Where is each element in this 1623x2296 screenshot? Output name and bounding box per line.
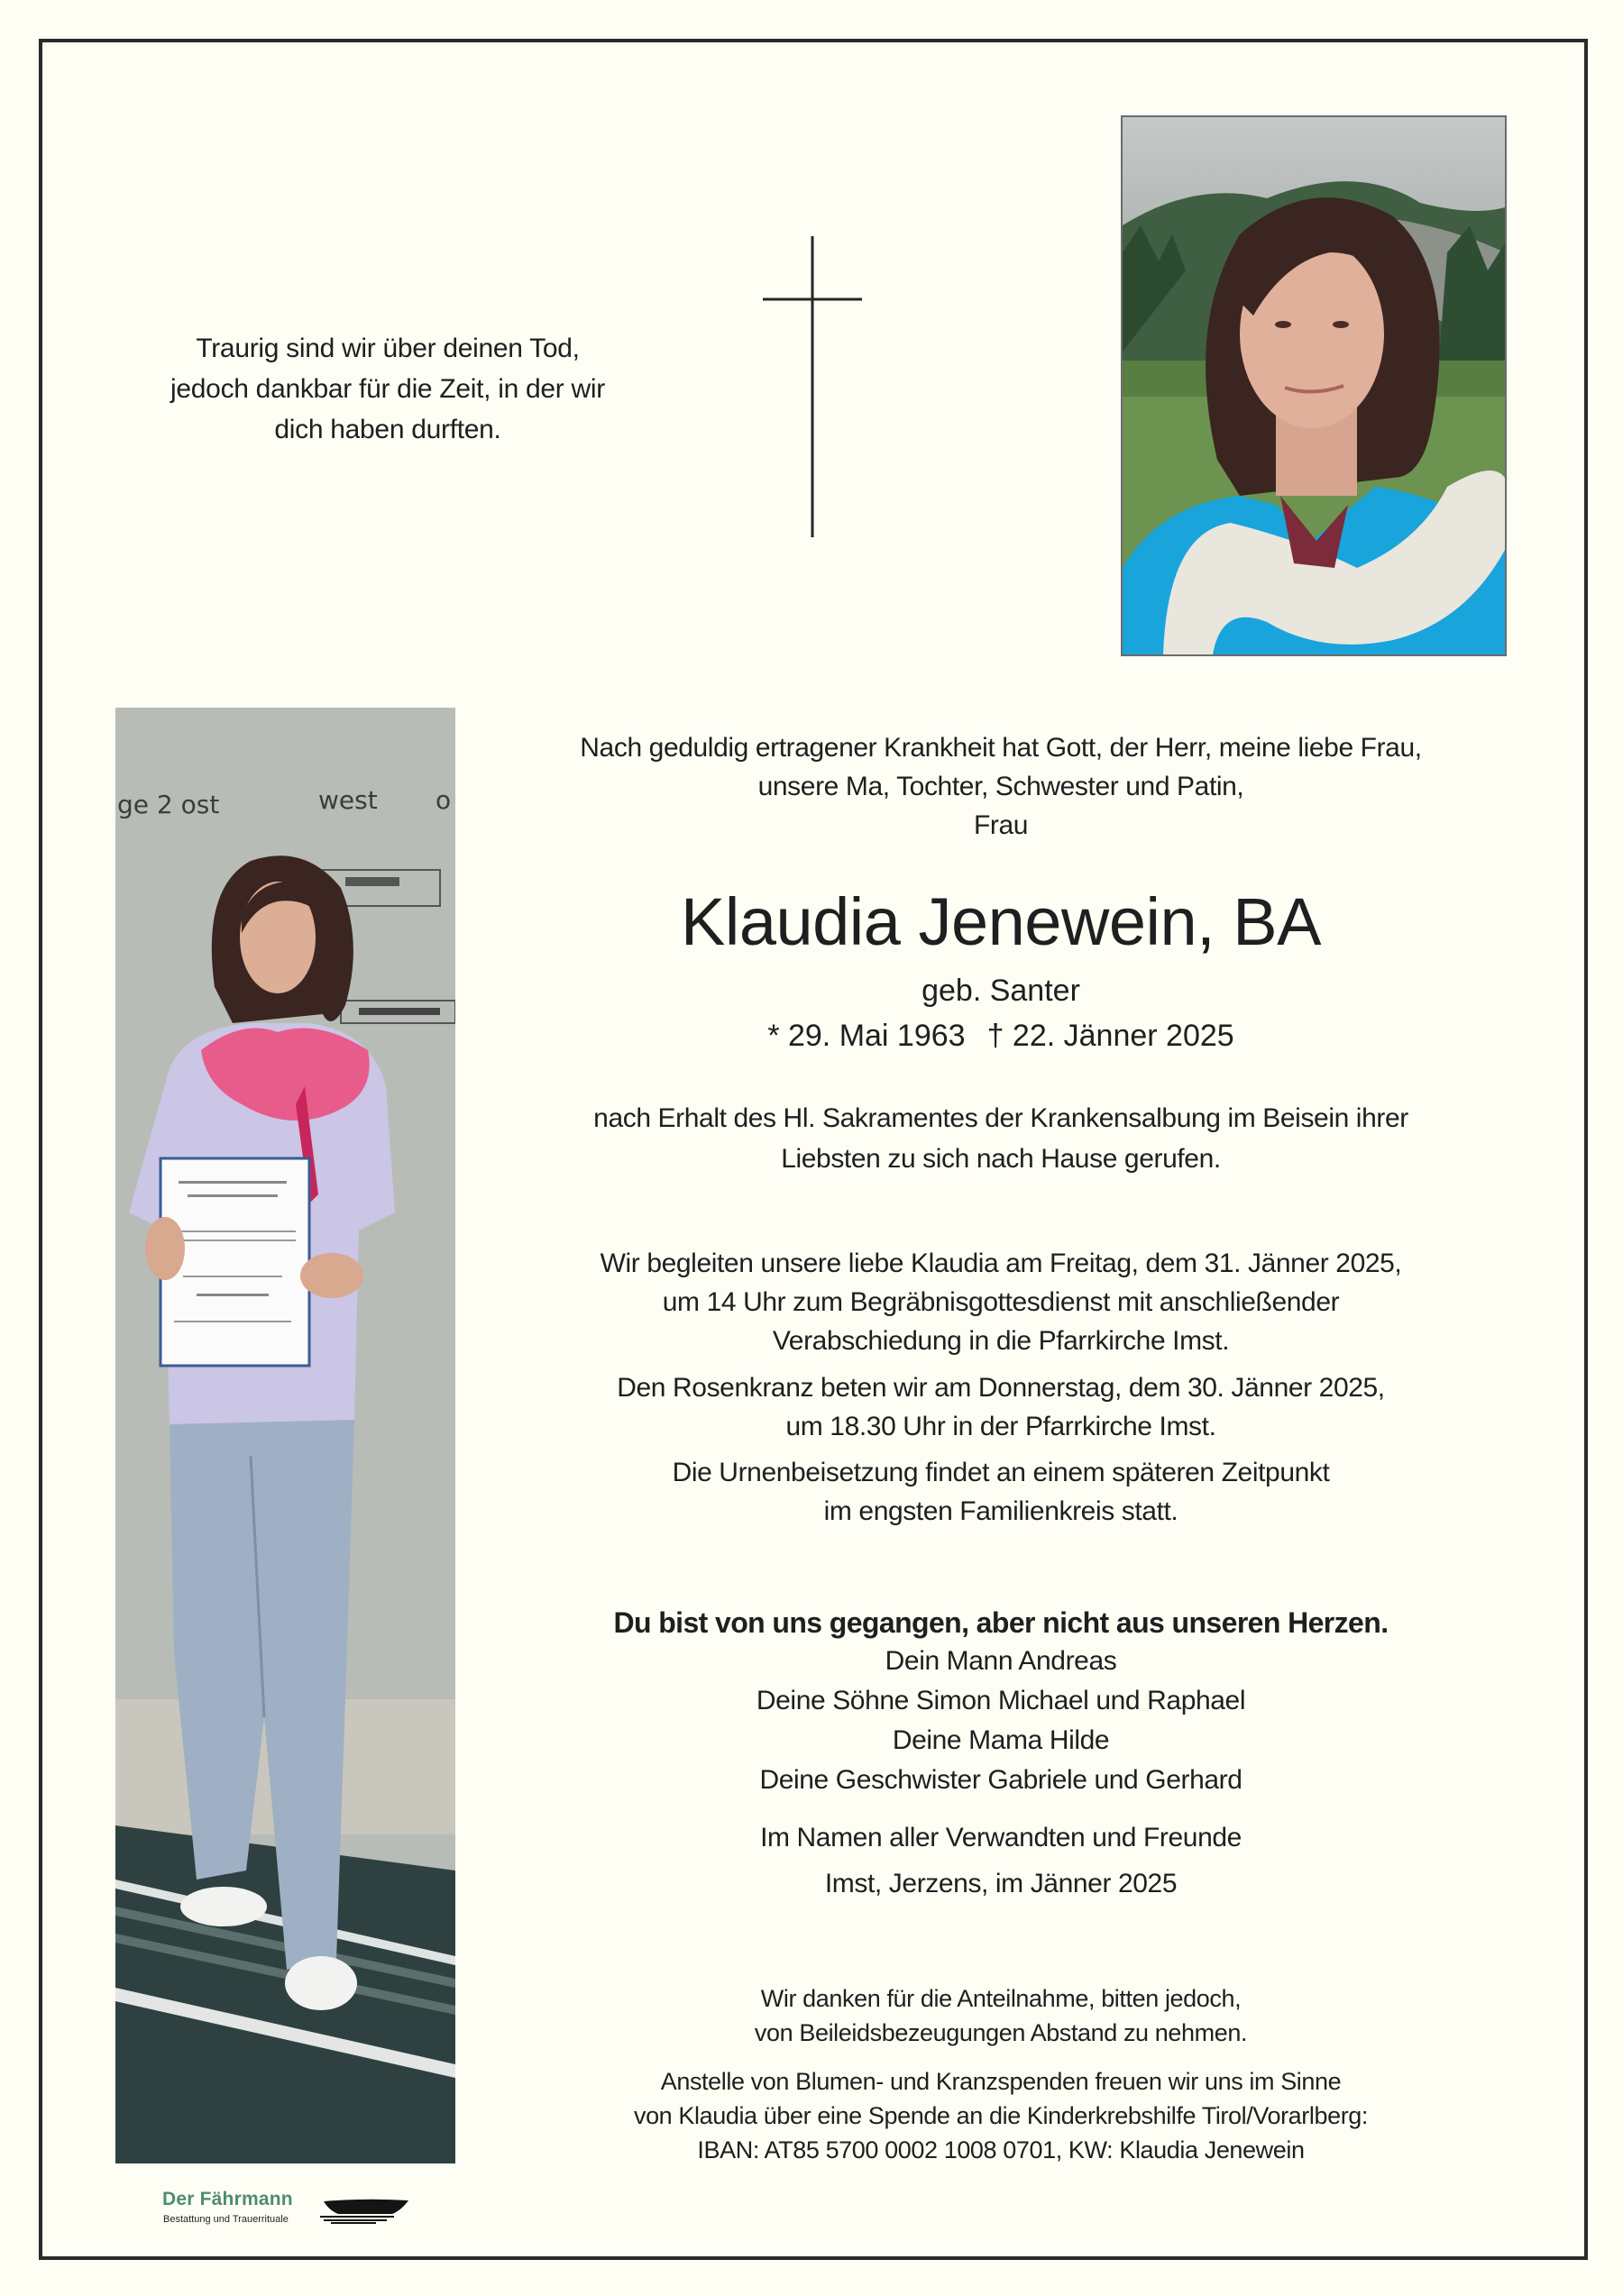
boat-icon [320, 2196, 410, 2225]
logo-subtitle: Bestattung und Trauerrituale [163, 2214, 289, 2225]
family-members [505, 1642, 1497, 1800]
funeral-home-logo [162, 2189, 433, 2234]
family-member: Deine Mama Hilde [892, 1725, 1110, 1755]
motto [108, 328, 667, 450]
rosary-line: um 18.30 Uhr in der Pfarrkirche Imst. [785, 1412, 1216, 1441]
intro-line: unsere Ma, Tochter, Schwester und Patin, [757, 772, 1244, 801]
birth-date: * 29. Mai 1963 [767, 1019, 966, 1053]
donation-note [505, 2064, 1497, 2167]
full-length-illustration [115, 708, 455, 2163]
motto-line: dich haben durften. [274, 415, 501, 444]
donation-line: Anstelle von Blumen- und Kranzspenden freuen wir uns im Sinne [660, 2068, 1342, 2095]
logo-title: Der Fährmann [162, 2189, 293, 2209]
portrait-photo [1121, 115, 1507, 656]
urn-line: im engsten Familienkreis statt. [823, 1496, 1178, 1526]
svg-text:o: o [436, 785, 452, 815]
iban-line: IBAN: AT85 5700 0002 1008 0701, KW: Klaudia Jenewein [697, 2136, 1305, 2163]
family-member: Dein Mann Andreas [885, 1646, 1117, 1676]
place-date [505, 1864, 1497, 1904]
urn-line: Die Urnenbeisetzung findet an einem späteren Zeitpunkt [672, 1458, 1330, 1487]
memorial-quote: Du bist von uns gegangen, aber nicht aus unseren Herzen. [613, 1606, 1389, 1639]
thanks-line: von Beileidsbezeugungen Abstand zu nehmen. [754, 2019, 1248, 2046]
burial-info [505, 1244, 1497, 1360]
svg-text:ge 2 ost: ge 2 ost [117, 790, 220, 819]
burial-line: Wir begleiten unsere liebe Klaudia am Freitag, dem 31. Jänner 2025, [600, 1249, 1402, 1278]
sacrament-text [505, 1098, 1497, 1179]
place-date-text: Imst, Jerzens, im Jänner 2025 [824, 1869, 1178, 1898]
deceased-name: Klaudia Jenewein, BA [681, 884, 1321, 959]
portrait-illustration [1123, 117, 1505, 654]
sacrament-line: nach Erhalt des Hl. Sakramentes der Krankensalbung im Beisein ihrer [593, 1103, 1408, 1133]
death-date: † 22. Jänner 2025 [986, 1019, 1234, 1053]
rosary-info [505, 1368, 1497, 1446]
life-dates [505, 1013, 1497, 1058]
family-member: Deine Söhne Simon Michael und Raphael [756, 1686, 1246, 1715]
birth-name: geb. Santer [922, 974, 1080, 1008]
cross-icon [757, 236, 867, 537]
announcement-intro [505, 728, 1497, 845]
rosary-line: Den Rosenkranz beten wir am Donnerstag, dem 30. Jänner 2025, [617, 1373, 1385, 1403]
burial-line: um 14 Uhr zum Begräbnisgottesdienst mit anschließender [662, 1287, 1340, 1317]
svg-text:west: west [318, 785, 378, 815]
family-member: Deine Geschwister Gabriele und Gerhard [759, 1765, 1242, 1795]
full-length-photo [115, 708, 455, 2163]
intro-line: Nach geduldig ertragener Krankheit hat Gott, der Herr, meine liebe Frau, [580, 733, 1422, 763]
relatives-text: Im Namen aller Verwandten und Freunde [760, 1823, 1242, 1852]
urn-info [505, 1453, 1497, 1531]
intro-line: Frau [973, 810, 1029, 840]
motto-line: Traurig sind wir über deinen Tod, [196, 334, 580, 363]
relatives-line [505, 1818, 1497, 1858]
motto-line: jedoch dankbar für die Zeit, in der wir [170, 374, 605, 404]
sacrament-line: Liebsten zu sich nach Hause gerufen. [781, 1144, 1221, 1174]
thanks-line: Wir danken für die Anteilnahme, bitten jedoch, [760, 1985, 1242, 2012]
burial-line: Verabschiedung in die Pfarrkirche Imst. [772, 1326, 1230, 1356]
donation-line: von Klaudia über eine Spende an die Kinderkrebshilfe Tirol/Vorarlberg: [633, 2102, 1369, 2129]
thanks-note [505, 1981, 1497, 2050]
